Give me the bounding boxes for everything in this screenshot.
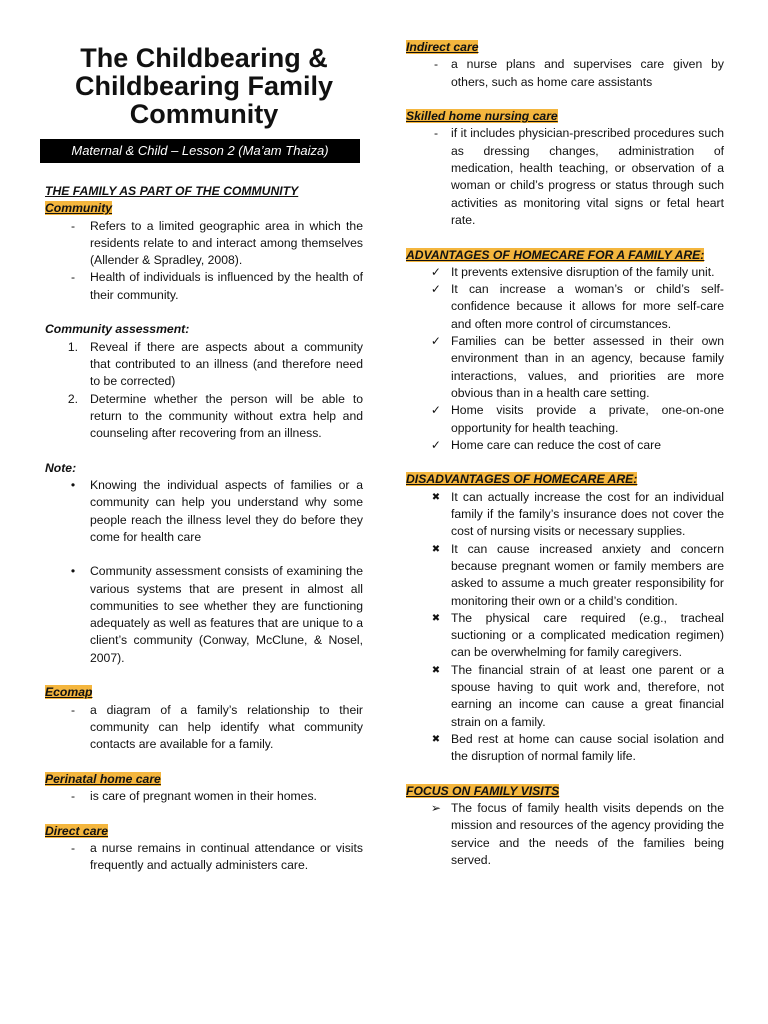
right-column: [406, 0, 724, 869]
disadvantages-list: [406, 489, 724, 766]
term-community-assessment: Community assessment:: [45, 322, 190, 337]
list-item: - if it includes physician-prescribed procedures such as dressing changes, administration of medication, health teaching, or observation of a woman or child’s progress or status through such activities as monitoring vital signs or fetal heart rate.: [433, 126, 724, 227]
list-item: ✓ Home visits provide a private, one-on-one opportunity for health teaching.: [406, 402, 724, 437]
term-direct-care: Direct care: [45, 823, 109, 838]
list-item: ✓ It prevents extensive disruption of the family unit.: [406, 264, 724, 281]
cross-icon: ✖: [431, 664, 441, 676]
arrow-right-icon: ➢: [430, 801, 442, 816]
list-item: ✖ Bed rest at home can cause social isolation and the disruption of normal family life.: [406, 731, 724, 766]
lesson-subtitle: Maternal & Child – Lesson 2 (Ma’am Thaiza): [40, 139, 360, 163]
list-item: ✓ Families can be better assessed in their own environment than in an agency, because family interactions, values, and priorities are more obvious than in a health care setting.: [406, 333, 724, 402]
list-item: 1. Reveal if there are aspects about a community that contributed to an illness (and therefore need to be corrected): [67, 339, 363, 389]
list-item: ✖ It can actually increase the cost for an individual family if the family’s insurance does not cover the cost of nursing visits or necessary supplies.: [406, 489, 724, 541]
community-list: [45, 218, 363, 304]
check-icon: ✓: [430, 264, 442, 279]
term-community: Community: [45, 201, 113, 216]
term-indirect-care: Indirect care: [406, 40, 479, 54]
cross-icon: ✖: [431, 612, 441, 624]
list-item: ✖ The physical care required (e.g., tracheal suctioning or a complicated medication regimen) can be overwhelming for family caregivers.: [406, 610, 724, 662]
check-icon: ✓: [430, 437, 442, 452]
cross-icon: ✖: [431, 733, 441, 745]
note-list: [45, 477, 363, 667]
page-title: The Childbearing & Childbearing Family Community: [74, 43, 334, 129]
list-item: - Health of individuals is influenced by the health of their community.: [70, 270, 363, 302]
heading-disadvantages: DISADVANTAGES OF HOMECARE ARE:: [406, 472, 638, 487]
advantages-list: [406, 264, 724, 454]
assessment-list: [45, 339, 363, 443]
list-item: - a nurse remains in continual attendance or visits frequently and actually administers care.: [70, 840, 363, 873]
list-item: ➢ The focus of family health visits depends on the mission and resources of the agency providing the service and the needs of the families being served.: [406, 800, 724, 869]
term-note: Note:: [45, 460, 77, 475]
cross-icon: ✖: [431, 543, 441, 555]
check-icon: ✓: [430, 282, 442, 297]
list-item: 2. Determine whether the person will be able to return to the community without extra help and counseling after recovering from an illness.: [67, 391, 363, 441]
list-item: - a diagram of a family’s relationship to their community can help identify what community contacts are available for a family.: [70, 702, 363, 752]
list-item: - Refers to a limited geographic area in which the residents relate to and interact among themselves (Allender & Spradley, 2008).: [70, 218, 363, 268]
heading-advantages: ADVANTAGES OF HOMECARE FOR A FAMILY ARE:: [406, 247, 705, 262]
list-item: - is care of pregnant women in their homes.: [70, 789, 317, 804]
list-item: ✖ It can cause increased anxiety and concern because pregnant women or family members are asked to assume a much greater responsibility for monitoring their own or a child’s condition.: [406, 541, 724, 610]
term-perinatal-home-care: Perinatal home care: [45, 771, 161, 786]
list-item: • Community assessment consists of examining the various systems that are present in almost all communities to see whether they are functioning adequately as well as features that are unique to a client’s community (Conway, McClune, & Nosel, 2007).: [70, 564, 363, 665]
skilled-list: [406, 125, 724, 229]
focus-list: [406, 800, 724, 869]
term-ecomap: Ecomap: [45, 685, 93, 700]
heading-focus-family-visits: FOCUS ON FAMILY VISITS: [406, 783, 560, 798]
check-icon: ✓: [430, 403, 442, 418]
list-item: ✓ It can increase a woman’s or child’s self-confidence because it allows for more self-care and often more control of circumstances.: [406, 281, 724, 333]
list-item: ✖ The financial strain of at least one parent or a spouse having to quit work and, therefore, not earning an income can cause a great financial strain on a family.: [406, 662, 724, 731]
cross-icon: ✖: [431, 491, 441, 503]
ecomap-list: [45, 702, 363, 754]
list-item: • Knowing the individual aspects of families or a community can help you understand why some people reach the illness level they do before they come for health care: [70, 478, 363, 544]
section-title: THE FAMILY AS PART OF THE COMMUNITY: [45, 184, 299, 198]
check-icon: ✓: [430, 334, 442, 349]
perinatal-list: [45, 788, 363, 805]
indirect-list: [406, 56, 724, 91]
list-item: - a nurse plans and supervises care given by others, such as home care assistants: [433, 57, 724, 89]
direct-list: [45, 840, 363, 875]
term-skilled-home-nursing-care: Skilled home nursing care: [406, 109, 558, 124]
list-item: ✓ Home care can reduce the cost of care: [406, 437, 724, 454]
left-column: [45, 0, 363, 875]
